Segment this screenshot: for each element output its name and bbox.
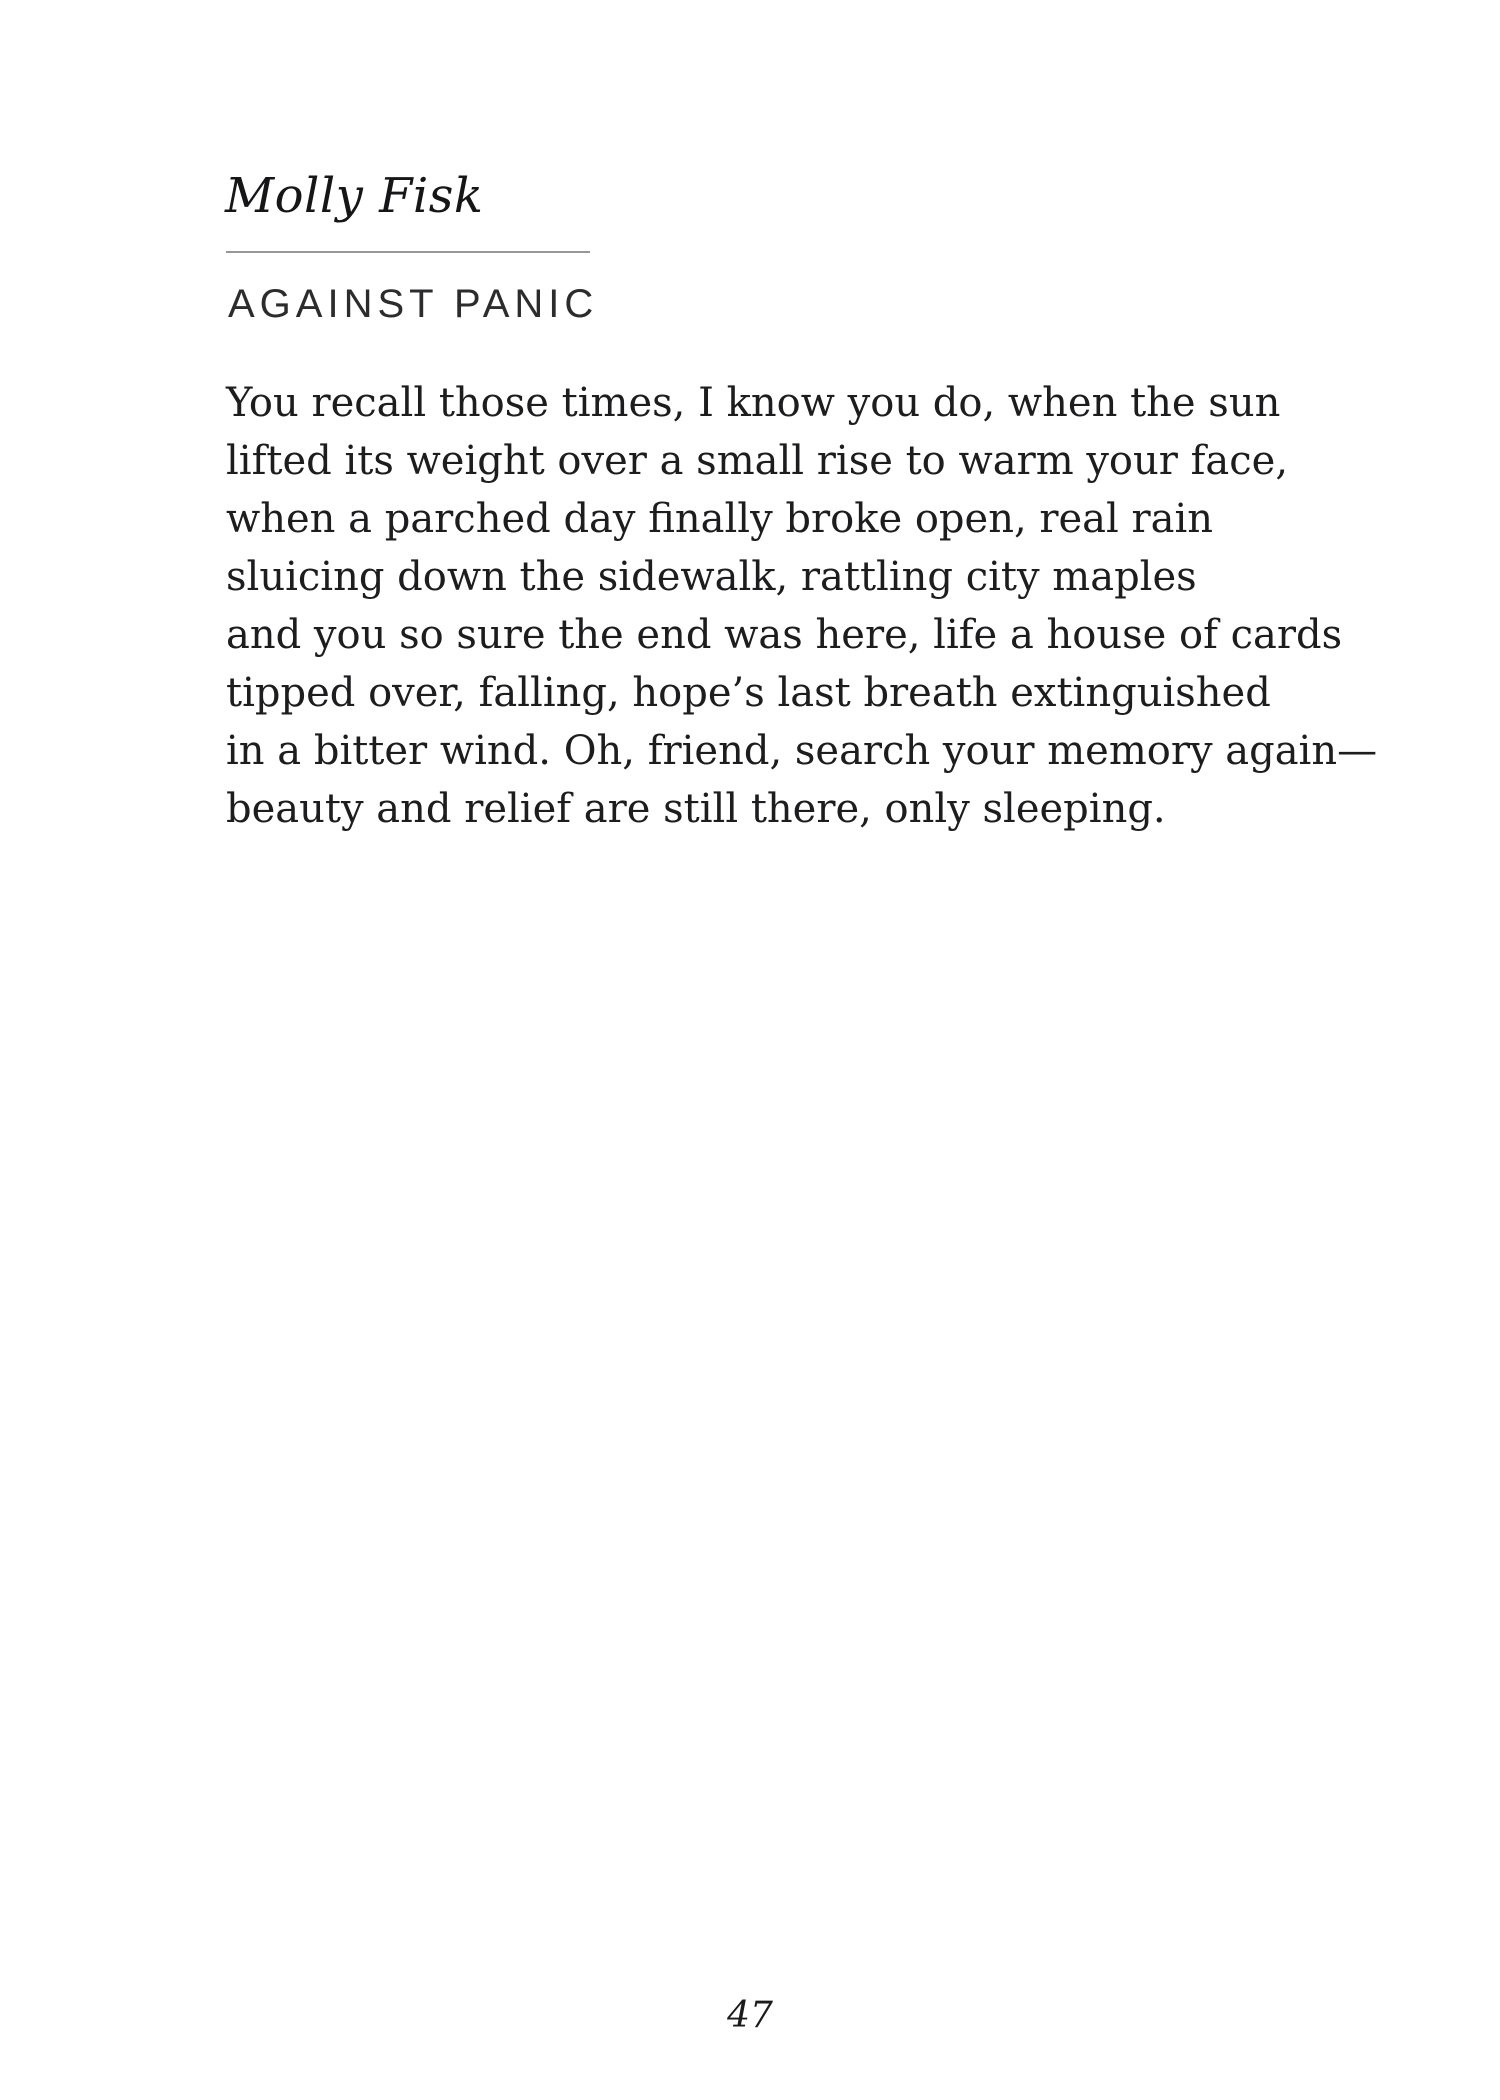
poem-line: in a bitter wind. Oh, friend, search your memory again— — [226, 728, 1378, 774]
author-name: Molly Fisk — [225, 168, 484, 224]
poem-line: sluicing down the sidewalk, rattling city maples — [226, 554, 1197, 600]
poem-line: tipped over, falling, hope’s last breath extinguished — [226, 670, 1271, 716]
poem-title: AGAINST PANIC — [228, 282, 599, 326]
poem-body — [226, 374, 1377, 838]
page-number: 47 — [727, 1995, 773, 2036]
poem-line: beauty and relief are still there, only sleeping. — [226, 786, 1166, 832]
poem-line: when a parched day finally broke open, real rain — [226, 496, 1214, 542]
author-rule-divider — [226, 251, 590, 253]
poem-line: You recall those times, I know you do, when the sun — [226, 380, 1281, 426]
poem-line: and you so sure the end was here, life a house of cards — [226, 612, 1343, 658]
poem-line: lifted its weight over a small rise to warm your face, — [226, 438, 1289, 484]
